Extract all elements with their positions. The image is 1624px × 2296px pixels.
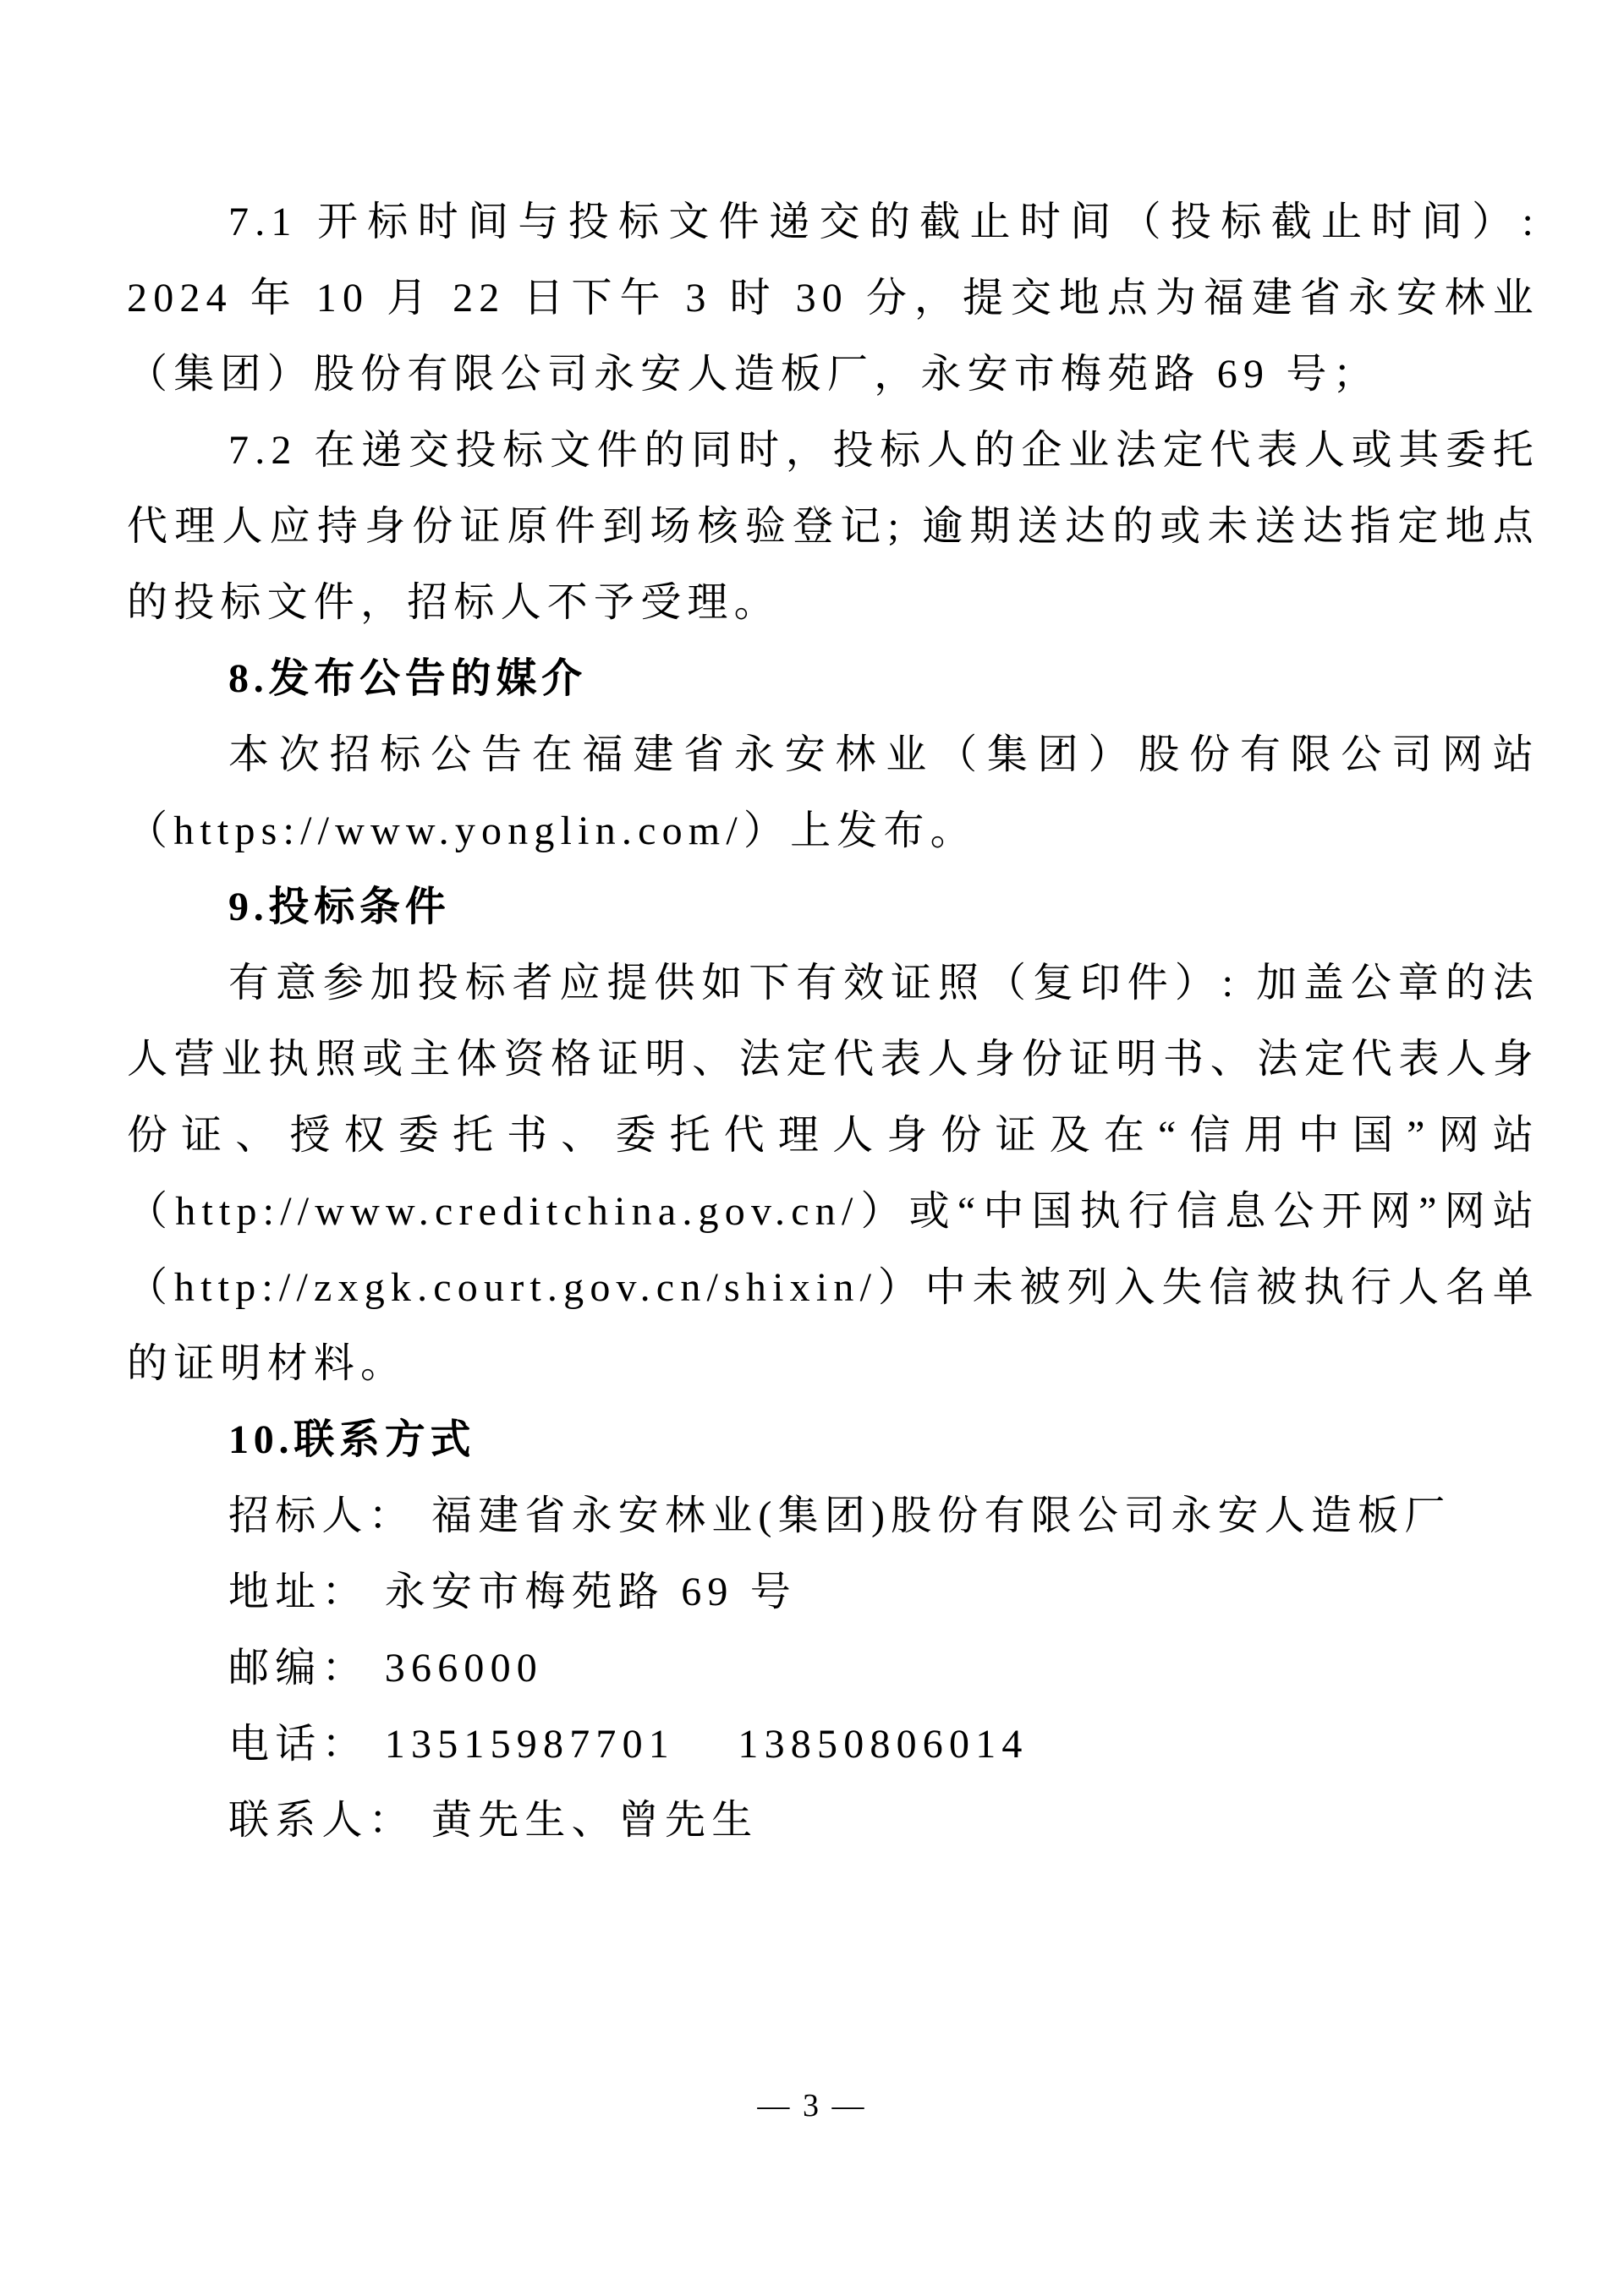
paragraph-9-required-certificates: 有意参加投标者应提供如下有效证照（复印件）: 加盖公章的法人营业执照或主体资格证明、法定代表人身份证明书、法定代表人身份证、授权委托书、委托代理人身份证及在“信用中国”网站（http://www.creditchina.gov.cn/）或“中国执行信息公开网”网站（http://zxgk.court.gov.cn/shixin/）中未被列入失信被执行人名单的证明材料。: [127, 961, 1539, 1386]
contact-address-line: 地址： 永安市梅苑路 69 号: [228, 1570, 798, 1614]
section-heading-10-contact-info: 10.联系方式: [228, 1417, 476, 1462]
contact-block: [228, 1478, 1539, 1859]
paragraph-7-1-bid-opening-time: 7.1 开标时间与投标文件递交的截止时间（投标截止时间）: 2024 年 10 月 22 日下午 3 时 30 分，提交地点为福建省永安林业（集团）股份有限公司永安人造板厂，永安市梅苑路 69 号；: [127, 200, 1539, 397]
document-body: [127, 184, 1539, 1859]
page-number: — 3 —: [757, 2088, 867, 2123]
page-footer: [0, 2082, 1624, 2129]
contact-postcode-line: 邮编： 366000: [228, 1646, 544, 1690]
section-heading-9-bidding-conditions: 9.投标条件: [228, 885, 451, 929]
section-heading-8-announcement-media: 8.发布公告的媒介: [228, 656, 587, 701]
paragraph-7-2-submission-rules: 7.2 在递交投标文件的同时，投标人的企业法定代表人或其委托代理人应持身份证原件到场核验登记; 逾期送达的或未送达指定地点的投标文件，招标人不予受理。: [127, 428, 1539, 625]
contact-person-line: 联系人： 黄先生、曾先生: [228, 1798, 759, 1843]
contact-tenderer-line: 招标人： 福建省永安林业(集团)股份有限公司永安人造板厂: [228, 1493, 1451, 1538]
paragraph-8-announcement-website: 本次招标公告在福建省永安林业（集团）股份有限公司网站（https://www.yonglin.com/）上发布。: [127, 732, 1539, 853]
contact-phone-line: 电话： 13515987701 13850806014: [228, 1722, 1029, 1767]
